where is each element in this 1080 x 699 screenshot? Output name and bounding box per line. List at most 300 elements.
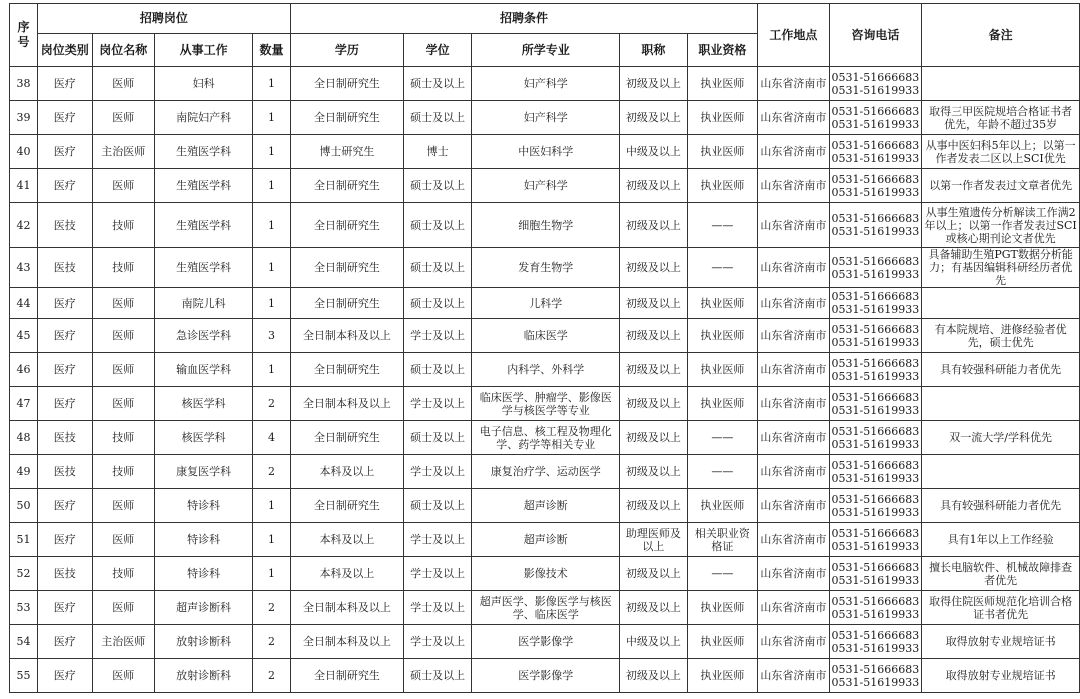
header-location: 工作地点 bbox=[758, 4, 829, 67]
header-title: 职称 bbox=[620, 34, 687, 67]
cell-work: 超声诊断科 bbox=[155, 591, 253, 625]
cell-location: 山东省济南市 bbox=[758, 169, 829, 203]
cell-work: 康复医学科 bbox=[155, 455, 253, 489]
cell-post-name: 医师 bbox=[92, 523, 155, 557]
phone-number: 0531-51619933 bbox=[831, 403, 920, 417]
header-condition-group: 招聘条件 bbox=[290, 4, 757, 34]
cell-education: 博士研究生 bbox=[290, 135, 403, 169]
cell-count: 2 bbox=[253, 591, 291, 625]
cell-category: 医疗 bbox=[37, 353, 92, 387]
cell-qualification: 执业医师 bbox=[687, 387, 758, 421]
cell-title: 初级及以上 bbox=[620, 319, 687, 353]
cell-remark: 具有1年以上工作经验 bbox=[922, 523, 1080, 557]
cell-location: 山东省济南市 bbox=[758, 421, 829, 455]
table-row bbox=[10, 169, 1080, 203]
cell-category: 医疗 bbox=[37, 387, 92, 421]
cell-degree: 硕士及以上 bbox=[403, 203, 471, 248]
table-row bbox=[10, 455, 1080, 489]
cell-degree: 学士及以上 bbox=[403, 557, 471, 591]
recruitment-table bbox=[9, 3, 1080, 693]
cell-count: 1 bbox=[253, 203, 291, 248]
cell-category: 医疗 bbox=[37, 288, 92, 319]
cell-degree: 硕士及以上 bbox=[403, 489, 471, 523]
cell-location: 山东省济南市 bbox=[758, 625, 829, 659]
table-row bbox=[10, 523, 1080, 557]
cell-title: 初级及以上 bbox=[620, 659, 687, 693]
cell-seq: 55 bbox=[10, 659, 38, 693]
cell-education: 全日制本科及以上 bbox=[290, 319, 403, 353]
cell-post-name: 技师 bbox=[92, 248, 155, 288]
phone-number: 0531-51619933 bbox=[831, 185, 920, 199]
cell-title: 初级及以上 bbox=[620, 591, 687, 625]
cell-count: 4 bbox=[253, 421, 291, 455]
phone-number: 0531-51666683 bbox=[831, 424, 920, 438]
cell-seq: 52 bbox=[10, 557, 38, 591]
cell-location: 山东省济南市 bbox=[758, 203, 829, 248]
cell-title: 初级及以上 bbox=[620, 421, 687, 455]
cell-title: 初级及以上 bbox=[620, 353, 687, 387]
cell-post-name: 医师 bbox=[92, 169, 155, 203]
cell-count: 2 bbox=[253, 625, 291, 659]
cell-seq: 42 bbox=[10, 203, 38, 248]
cell-category: 医疗 bbox=[37, 523, 92, 557]
header-major: 所学专业 bbox=[472, 34, 620, 67]
cell-title: 初级及以上 bbox=[620, 248, 687, 288]
phone-number: 0531-51619933 bbox=[831, 641, 920, 655]
cell-degree: 硕士及以上 bbox=[403, 353, 471, 387]
table-row bbox=[10, 101, 1080, 135]
cell-seq: 48 bbox=[10, 421, 38, 455]
cell-location: 山东省济南市 bbox=[758, 135, 829, 169]
table-row bbox=[10, 67, 1080, 101]
cell-seq: 46 bbox=[10, 353, 38, 387]
cell-work: 特诊科 bbox=[155, 523, 253, 557]
phone-number: 0531-51619933 bbox=[831, 151, 920, 165]
cell-phone bbox=[829, 203, 922, 248]
cell-phone bbox=[829, 288, 922, 319]
cell-post-name: 医师 bbox=[92, 67, 155, 101]
cell-remark: 擅长电脑软件、机械故障排查者优先 bbox=[922, 557, 1080, 591]
cell-qualification: —— bbox=[687, 248, 758, 288]
cell-major: 影像技术 bbox=[472, 557, 620, 591]
cell-category: 医疗 bbox=[37, 169, 92, 203]
cell-phone bbox=[829, 455, 922, 489]
cell-work: 南院儿科 bbox=[155, 288, 253, 319]
cell-qualification: —— bbox=[687, 455, 758, 489]
cell-remark: 具备辅助生殖PGT数据分析能力；有基因编辑科研经历者优先 bbox=[922, 248, 1080, 288]
cell-phone bbox=[829, 421, 922, 455]
cell-work: 放射诊断科 bbox=[155, 625, 253, 659]
cell-seq: 41 bbox=[10, 169, 38, 203]
phone-number: 0531-51666683 bbox=[831, 458, 920, 472]
cell-location: 山东省济南市 bbox=[758, 319, 829, 353]
phone-number: 0531-51619933 bbox=[831, 369, 920, 383]
cell-count: 1 bbox=[253, 557, 291, 591]
cell-title: 初级及以上 bbox=[620, 455, 687, 489]
cell-degree: 硕士及以上 bbox=[403, 288, 471, 319]
cell-work: 输血医学科 bbox=[155, 353, 253, 387]
cell-location: 山东省济南市 bbox=[758, 591, 829, 625]
cell-degree: 博士 bbox=[403, 135, 471, 169]
table-row bbox=[10, 591, 1080, 625]
cell-work: 生殖医学科 bbox=[155, 135, 253, 169]
cell-seq: 39 bbox=[10, 101, 38, 135]
cell-work: 生殖医学科 bbox=[155, 203, 253, 248]
table-row bbox=[10, 319, 1080, 353]
cell-phone bbox=[829, 489, 922, 523]
cell-title: 初级及以上 bbox=[620, 67, 687, 101]
cell-title: 初级及以上 bbox=[620, 489, 687, 523]
cell-qualification: 执业医师 bbox=[687, 288, 758, 319]
cell-count: 1 bbox=[253, 67, 291, 101]
cell-category: 医疗 bbox=[37, 135, 92, 169]
cell-post-name: 医师 bbox=[92, 591, 155, 625]
header-phone: 咨询电话 bbox=[829, 4, 922, 67]
header-degree: 学位 bbox=[403, 34, 471, 67]
cell-major: 妇产科学 bbox=[472, 169, 620, 203]
cell-qualification: —— bbox=[687, 557, 758, 591]
header-count: 数量 bbox=[253, 34, 291, 67]
cell-education: 全日制研究生 bbox=[290, 67, 403, 101]
cell-remark: 双一流大学/学科优先 bbox=[922, 421, 1080, 455]
cell-phone bbox=[829, 135, 922, 169]
cell-title: 中级及以上 bbox=[620, 135, 687, 169]
cell-qualification: 执业医师 bbox=[687, 67, 758, 101]
cell-major: 儿科学 bbox=[472, 288, 620, 319]
header-post-category: 岗位类别 bbox=[37, 34, 92, 67]
cell-location: 山东省济南市 bbox=[758, 489, 829, 523]
table-row bbox=[10, 659, 1080, 693]
cell-qualification: 执业医师 bbox=[687, 353, 758, 387]
cell-post-name: 医师 bbox=[92, 489, 155, 523]
cell-major: 超声医学、影像医学与核医学、临床医学 bbox=[472, 591, 620, 625]
cell-count: 2 bbox=[253, 659, 291, 693]
cell-phone bbox=[829, 557, 922, 591]
cell-major: 细胞生物学 bbox=[472, 203, 620, 248]
cell-location: 山东省济南市 bbox=[758, 387, 829, 421]
cell-major: 内科学、外科学 bbox=[472, 353, 620, 387]
phone-number: 0531-51619933 bbox=[831, 471, 920, 485]
cell-category: 医技 bbox=[37, 421, 92, 455]
cell-post-name: 医师 bbox=[92, 353, 155, 387]
cell-post-name: 技师 bbox=[92, 455, 155, 489]
cell-education: 全日制研究生 bbox=[290, 288, 403, 319]
cell-work: 急诊医学科 bbox=[155, 319, 253, 353]
cell-count: 3 bbox=[253, 319, 291, 353]
cell-qualification: —— bbox=[687, 421, 758, 455]
cell-major: 临床医学、肿瘤学、影像医学与核医学等专业 bbox=[472, 387, 620, 421]
table-row bbox=[10, 557, 1080, 591]
cell-remark: 有本院规培、进修经验者优先，硕士优先 bbox=[922, 319, 1080, 353]
cell-qualification: —— bbox=[687, 203, 758, 248]
phone-number: 0531-51666683 bbox=[831, 492, 920, 506]
cell-category: 医技 bbox=[37, 203, 92, 248]
cell-work: 放射诊断科 bbox=[155, 659, 253, 693]
phone-number: 0531-51619933 bbox=[831, 303, 920, 316]
phone-number: 0531-51666683 bbox=[831, 172, 920, 186]
cell-post-name: 医师 bbox=[92, 659, 155, 693]
cell-education: 全日制本科及以上 bbox=[290, 387, 403, 421]
cell-phone bbox=[829, 248, 922, 288]
header-qualification: 职业资格 bbox=[687, 34, 758, 67]
cell-qualification: 执业医师 bbox=[687, 101, 758, 135]
phone-number: 0531-51666683 bbox=[831, 526, 920, 540]
cell-location: 山东省济南市 bbox=[758, 455, 829, 489]
cell-major: 妇产科学 bbox=[472, 101, 620, 135]
table-row bbox=[10, 387, 1080, 421]
phone-number: 0531-51666683 bbox=[831, 560, 920, 574]
cell-major: 电子信息、核工程及物理化学、药学等相关专业 bbox=[472, 421, 620, 455]
cell-phone bbox=[829, 387, 922, 421]
cell-post-name: 主治医师 bbox=[92, 135, 155, 169]
cell-category: 医疗 bbox=[37, 319, 92, 353]
cell-education: 本科及以上 bbox=[290, 557, 403, 591]
cell-major: 中医妇科学 bbox=[472, 135, 620, 169]
cell-remark: 取得放射专业规培证书 bbox=[922, 659, 1080, 693]
cell-location: 山东省济南市 bbox=[758, 523, 829, 557]
header-work: 从事工作 bbox=[155, 34, 253, 67]
cell-work: 妇科 bbox=[155, 67, 253, 101]
cell-work: 特诊科 bbox=[155, 489, 253, 523]
cell-work: 生殖医学科 bbox=[155, 169, 253, 203]
phone-number: 0531-51666683 bbox=[831, 254, 920, 268]
cell-title: 初级及以上 bbox=[620, 387, 687, 421]
cell-qualification: 执业医师 bbox=[687, 135, 758, 169]
cell-location: 山东省济南市 bbox=[758, 101, 829, 135]
cell-work: 核医学科 bbox=[155, 421, 253, 455]
cell-degree: 硕士及以上 bbox=[403, 421, 471, 455]
cell-education: 全日制研究生 bbox=[290, 421, 403, 455]
cell-phone bbox=[829, 319, 922, 353]
cell-phone bbox=[829, 659, 922, 693]
cell-remark: 取得放射专业规培证书 bbox=[922, 625, 1080, 659]
cell-seq: 47 bbox=[10, 387, 38, 421]
cell-work: 生殖医学科 bbox=[155, 248, 253, 288]
phone-number: 0531-51666683 bbox=[831, 212, 920, 225]
phone-number: 0531-51619933 bbox=[831, 437, 920, 451]
cell-phone bbox=[829, 169, 922, 203]
cell-major: 发育生物学 bbox=[472, 248, 620, 288]
cell-major: 妇产科学 bbox=[472, 67, 620, 101]
cell-post-name: 医师 bbox=[92, 101, 155, 135]
table-row bbox=[10, 353, 1080, 387]
table-row bbox=[10, 421, 1080, 455]
cell-education: 本科及以上 bbox=[290, 455, 403, 489]
phone-number: 0531-51619933 bbox=[831, 675, 920, 689]
phone-number: 0531-51619933 bbox=[831, 573, 920, 587]
cell-title: 初级及以上 bbox=[620, 557, 687, 591]
phone-number: 0531-51619933 bbox=[831, 505, 920, 519]
cell-count: 1 bbox=[253, 523, 291, 557]
cell-education: 全日制研究生 bbox=[290, 353, 403, 387]
cell-major: 康复治疗学、运动医学 bbox=[472, 455, 620, 489]
cell-remark bbox=[922, 387, 1080, 421]
cell-degree: 学士及以上 bbox=[403, 523, 471, 557]
cell-education: 全日制研究生 bbox=[290, 659, 403, 693]
phone-number: 0531-51666683 bbox=[831, 138, 920, 152]
cell-category: 医疗 bbox=[37, 67, 92, 101]
cell-work: 南院妇产科 bbox=[155, 101, 253, 135]
cell-title: 初级及以上 bbox=[620, 288, 687, 319]
header-remark: 备注 bbox=[922, 4, 1080, 67]
cell-seq: 38 bbox=[10, 67, 38, 101]
cell-location: 山东省济南市 bbox=[758, 353, 829, 387]
cell-education: 本科及以上 bbox=[290, 523, 403, 557]
cell-category: 医疗 bbox=[37, 101, 92, 135]
cell-remark: 从事生殖遗传分析解读工作满2年以上；以第一作者发表过SCI或核心期刊论文者优先 bbox=[922, 203, 1080, 248]
cell-degree: 学士及以上 bbox=[403, 387, 471, 421]
phone-number: 0531-51666683 bbox=[831, 104, 920, 118]
cell-degree: 学士及以上 bbox=[403, 591, 471, 625]
cell-remark bbox=[922, 67, 1080, 101]
cell-seq: 45 bbox=[10, 319, 38, 353]
cell-remark: 取得住院医师规范化培训合格证书者优先 bbox=[922, 591, 1080, 625]
cell-post-name: 技师 bbox=[92, 557, 155, 591]
cell-category: 医疗 bbox=[37, 625, 92, 659]
cell-category: 医技 bbox=[37, 557, 92, 591]
cell-degree: 硕士及以上 bbox=[403, 101, 471, 135]
cell-remark bbox=[922, 288, 1080, 319]
cell-phone bbox=[829, 101, 922, 135]
cell-seq: 44 bbox=[10, 288, 38, 319]
cell-degree: 硕士及以上 bbox=[403, 169, 471, 203]
cell-qualification: 执业医师 bbox=[687, 169, 758, 203]
cell-title: 初级及以上 bbox=[620, 203, 687, 248]
cell-qualification: 执业医师 bbox=[687, 591, 758, 625]
cell-category: 医技 bbox=[37, 455, 92, 489]
cell-education: 全日制研究生 bbox=[290, 489, 403, 523]
cell-work: 特诊科 bbox=[155, 557, 253, 591]
phone-number: 0531-51666683 bbox=[831, 628, 920, 642]
cell-major: 超声诊断 bbox=[472, 523, 620, 557]
cell-post-name: 医师 bbox=[92, 387, 155, 421]
phone-number: 0531-51619933 bbox=[831, 539, 920, 553]
phone-number: 0531-51666683 bbox=[831, 594, 920, 608]
cell-education: 全日制本科及以上 bbox=[290, 591, 403, 625]
cell-degree: 学士及以上 bbox=[403, 455, 471, 489]
phone-number: 0531-51619933 bbox=[831, 267, 920, 281]
cell-education: 全日制本科及以上 bbox=[290, 625, 403, 659]
phone-number: 0531-51666683 bbox=[831, 70, 920, 84]
table-row bbox=[10, 203, 1080, 248]
cell-seq: 49 bbox=[10, 455, 38, 489]
cell-location: 山东省济南市 bbox=[758, 288, 829, 319]
cell-category: 医技 bbox=[37, 248, 92, 288]
cell-remark bbox=[922, 455, 1080, 489]
phone-number: 0531-51666683 bbox=[831, 290, 920, 303]
cell-count: 1 bbox=[253, 169, 291, 203]
cell-location: 山东省济南市 bbox=[758, 248, 829, 288]
phone-number: 0531-51619933 bbox=[831, 225, 920, 238]
cell-location: 山东省济南市 bbox=[758, 67, 829, 101]
cell-qualification: 执业医师 bbox=[687, 319, 758, 353]
cell-qualification: 相关职业资格证 bbox=[687, 523, 758, 557]
table-row bbox=[10, 489, 1080, 523]
cell-seq: 50 bbox=[10, 489, 38, 523]
header-education: 学历 bbox=[290, 34, 403, 67]
phone-number: 0531-51619933 bbox=[831, 117, 920, 131]
cell-work: 核医学科 bbox=[155, 387, 253, 421]
cell-remark: 从事中医妇科5年以上；以第一作者发表二区以上SCI优先 bbox=[922, 135, 1080, 169]
cell-major: 临床医学 bbox=[472, 319, 620, 353]
cell-phone bbox=[829, 591, 922, 625]
cell-seq: 40 bbox=[10, 135, 38, 169]
cell-count: 1 bbox=[253, 248, 291, 288]
cell-category: 医疗 bbox=[37, 659, 92, 693]
cell-post-name: 医师 bbox=[92, 288, 155, 319]
cell-education: 全日制研究生 bbox=[290, 248, 403, 288]
cell-count: 1 bbox=[253, 353, 291, 387]
cell-count: 1 bbox=[253, 101, 291, 135]
cell-seq: 43 bbox=[10, 248, 38, 288]
cell-seq: 53 bbox=[10, 591, 38, 625]
cell-remark: 具有较强科研能力者优先 bbox=[922, 489, 1080, 523]
cell-education: 全日制研究生 bbox=[290, 203, 403, 248]
cell-seq: 54 bbox=[10, 625, 38, 659]
cell-qualification: 执业医师 bbox=[687, 489, 758, 523]
cell-remark: 取得三甲医院规培合格证书者优先，年龄不超过35岁 bbox=[922, 101, 1080, 135]
cell-count: 2 bbox=[253, 455, 291, 489]
cell-degree: 硕士及以上 bbox=[403, 67, 471, 101]
cell-count: 2 bbox=[253, 387, 291, 421]
cell-remark: 以第一作者发表过文章者优先 bbox=[922, 169, 1080, 203]
cell-major: 医学影像学 bbox=[472, 659, 620, 693]
cell-remark: 具有较强科研能力者优先 bbox=[922, 353, 1080, 387]
cell-degree: 学士及以上 bbox=[403, 319, 471, 353]
cell-category: 医疗 bbox=[37, 591, 92, 625]
table-header bbox=[10, 4, 1080, 67]
cell-title: 助理医师及以上 bbox=[620, 523, 687, 557]
phone-number: 0531-51619933 bbox=[831, 335, 920, 349]
cell-title: 初级及以上 bbox=[620, 169, 687, 203]
cell-education: 全日制研究生 bbox=[290, 101, 403, 135]
cell-count: 1 bbox=[253, 135, 291, 169]
cell-qualification: 执业医师 bbox=[687, 625, 758, 659]
cell-location: 山东省济南市 bbox=[758, 659, 829, 693]
cell-category: 医疗 bbox=[37, 489, 92, 523]
cell-degree: 学士及以上 bbox=[403, 625, 471, 659]
cell-degree: 硕士及以上 bbox=[403, 659, 471, 693]
table-row bbox=[10, 248, 1080, 288]
phone-number: 0531-51619933 bbox=[831, 83, 920, 97]
header-seq: 序号 bbox=[10, 4, 38, 67]
cell-post-name: 技师 bbox=[92, 421, 155, 455]
cell-count: 1 bbox=[253, 288, 291, 319]
cell-phone bbox=[829, 625, 922, 659]
cell-major: 超声诊断 bbox=[472, 489, 620, 523]
phone-number: 0531-51666683 bbox=[831, 390, 920, 404]
table-row bbox=[10, 135, 1080, 169]
cell-post-name: 主治医师 bbox=[92, 625, 155, 659]
cell-phone bbox=[829, 353, 922, 387]
phone-number: 0531-51666683 bbox=[831, 322, 920, 336]
cell-post-name: 医师 bbox=[92, 319, 155, 353]
phone-number: 0531-51666683 bbox=[831, 662, 920, 676]
cell-education: 全日制研究生 bbox=[290, 169, 403, 203]
cell-location: 山东省济南市 bbox=[758, 557, 829, 591]
cell-degree: 硕士及以上 bbox=[403, 248, 471, 288]
table-body bbox=[10, 67, 1080, 693]
header-post-group: 招聘岗位 bbox=[37, 4, 290, 34]
cell-post-name: 技师 bbox=[92, 203, 155, 248]
phone-number: 0531-51619933 bbox=[831, 607, 920, 621]
table-row bbox=[10, 625, 1080, 659]
cell-phone bbox=[829, 523, 922, 557]
cell-phone bbox=[829, 67, 922, 101]
cell-qualification: 执业医师 bbox=[687, 659, 758, 693]
cell-seq: 51 bbox=[10, 523, 38, 557]
header-post-name: 岗位名称 bbox=[92, 34, 155, 67]
